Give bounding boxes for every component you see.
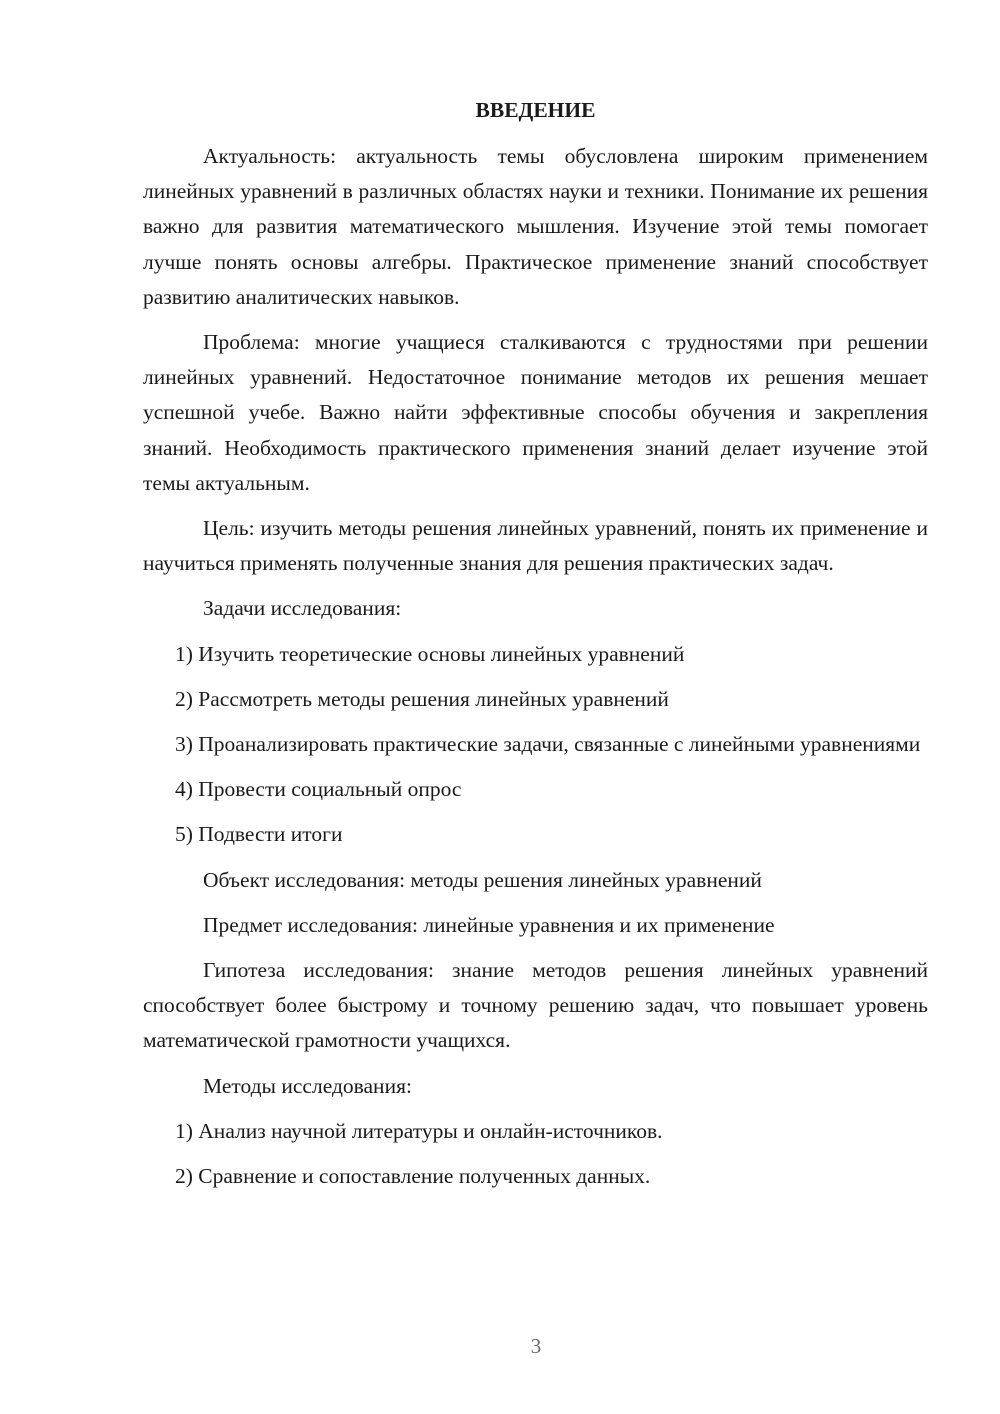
list-item: 4) Провести социальный опрос: [175, 777, 462, 802]
document-page: [143, 95, 928, 1204]
list-item: 3) Проанализировать практические задачи, связанные с линейными уравнениями: [175, 732, 921, 757]
page-number: 3: [530, 1334, 542, 1358]
list-item: 2) Сравнение и сопоставление полученных данных.: [175, 1164, 651, 1189]
list-item: 1) Анализ научной литературы и онлайн-источников.: [175, 1118, 663, 1143]
list-item: 1) Изучить теоретические основы линейных уравнений: [175, 641, 685, 666]
object-paragraph: Объект исследования: методы решения линейных уравнений: [203, 867, 762, 892]
tasks-heading: Задачи исследования:: [203, 596, 402, 621]
list-item: 2) Рассмотреть методы решения линейных уравнений: [175, 686, 669, 711]
methods-heading: Методы исследования:: [203, 1073, 412, 1098]
goal-paragraph: Цель: изучить методы решения линейных уравнений, понять их применение и научиться применять полученные знания для решения практических задач.: [143, 516, 928, 576]
methods-list: [143, 1114, 928, 1194]
tasks-list: [143, 637, 928, 853]
relevance-paragraph: Актуальность: актуальность темы обусловлена широким применением линейных уравнений в различных областях науки и техники. Понимание их решения важно для развития математического мышления. Изучение этой темы помогает лучше понять основы алгебры. Практическое применение знаний способствует развитию аналитических навыков.: [143, 144, 928, 309]
page-title: ВВЕДЕНИЕ: [475, 98, 596, 122]
list-item: 5) Подвести итоги: [175, 822, 343, 847]
hypothesis-paragraph: Гипотеза исследования: знание методов решения линейных уравнений способствует более быстрому и точному решению задач, что повышает уровень математической грамотности учащихся.: [143, 958, 928, 1053]
problem-paragraph: Проблема: многие учащиеся сталкиваются с трудностями при решении линейных уравнений. Недостаточное понимание методов их решения мешает успешной учебе. Важно найти эффективные способы обучения и закрепления знаний. Необходимость практического применения знаний делает изучение этой темы актуальным.: [143, 330, 928, 495]
subject-paragraph: Предмет исследования: линейные уравнения и их применение: [203, 912, 775, 937]
